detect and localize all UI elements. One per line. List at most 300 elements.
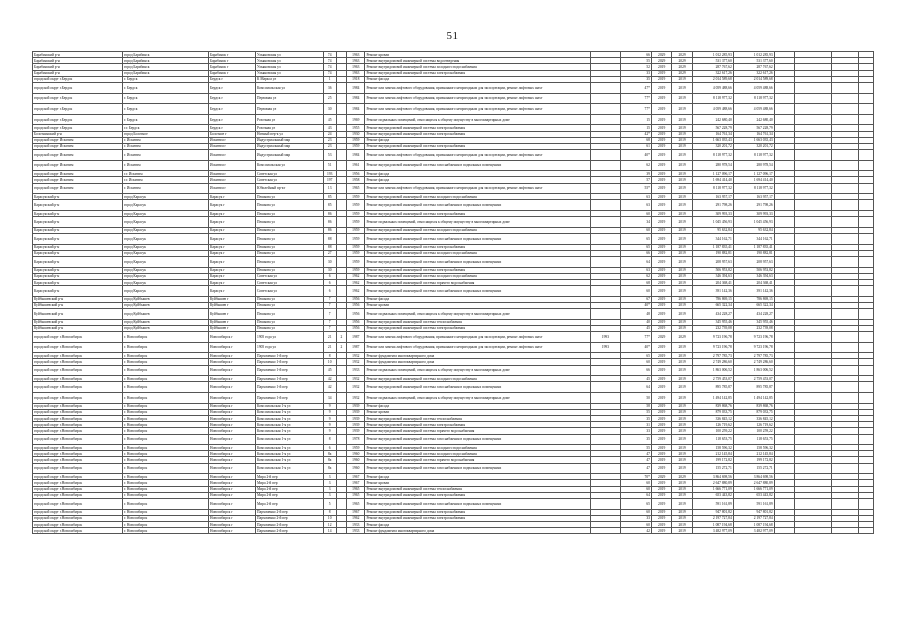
cell-municipality: город Куйбышев <box>123 309 209 320</box>
cell-plan-year-from: 2019 <box>651 93 671 104</box>
cell-year-built: 1965 <box>347 486 365 492</box>
cell-year-built: 1932 <box>347 382 365 393</box>
cell-wear: 63 <box>621 267 652 273</box>
cell-house: 43 <box>323 125 336 131</box>
cell-work-type: Ремонт внутридомовой инженерной системы горячего водоснабжения <box>365 428 590 434</box>
cell-year-built: 1987 <box>347 342 365 353</box>
cell-work-type: Ремонт внутридомовой инженерной системы газоснабжения в подвальных помещениях <box>365 286 590 297</box>
cell-district: Барабинский р-н <box>33 52 123 58</box>
cell-municipality: г. Искитим <box>123 183 209 194</box>
cell-wear: 40* <box>621 342 652 353</box>
cell-plan-year-from: 2019 <box>651 428 671 434</box>
cell-locality: Новосибирск г <box>208 382 255 393</box>
cell-year-built: 1960 <box>347 457 365 463</box>
cell-cost-fund: 118 653,75 <box>733 434 774 445</box>
cell-year-built: 1962 <box>347 515 365 521</box>
cell-locality: Карасук г <box>208 286 255 297</box>
cell-extra-3 <box>831 217 858 228</box>
cell-plan-year-to: 2019 <box>672 76 692 82</box>
cell-street: Нитный пер-к ул <box>256 131 324 137</box>
cell-street: Комсомольская 1-я ул <box>256 403 324 409</box>
cell-work-type: Ремонт внутридомовой инженерной системы газоснабжения в подвальных помещениях <box>365 256 590 267</box>
cell-work-type: Ремонт фасада <box>365 521 590 527</box>
cell-house: 30 <box>323 104 336 115</box>
cell-plan-year-from: 2019 <box>651 457 671 463</box>
cell-extra-1 <box>774 256 794 267</box>
cell-wear: 40 <box>621 319 652 325</box>
cell-wear: 68 <box>621 137 652 143</box>
cell-cost-fund: 232 739,08 <box>733 325 774 331</box>
cell-house: 6 <box>323 273 336 279</box>
cell-extra-2 <box>795 286 832 297</box>
cell-extra-1 <box>774 434 794 445</box>
cell-building <box>336 104 346 115</box>
cell-cost-fund: 164 761,34 <box>733 131 774 137</box>
cell-street: Советская ул <box>256 273 324 279</box>
cell-locality: Барабинск г <box>208 64 255 70</box>
cell-district: Карасукский р-н <box>33 279 123 285</box>
cell-work-type: Ремонт внутридомовой инженерной системы холодного водоснабжения <box>365 273 590 279</box>
cell-extra-1 <box>774 382 794 393</box>
cell-street: Мира 2-й пер <box>256 492 324 498</box>
cell-cost-total: 345 955,46 <box>692 319 733 325</box>
cell-district: городской округ г.Новосибирск <box>33 376 123 382</box>
cell-extra-3 <box>831 528 858 534</box>
cell-cost-total: 346 394,63 <box>692 273 733 279</box>
cell-plan-year-from: 2019 <box>651 70 671 76</box>
cell-cost-fund: 1 666 771,09 <box>733 486 774 492</box>
cell-plan-year-to: 2019 <box>672 131 692 137</box>
cell-year-commissioned <box>590 309 621 320</box>
cell-wear: 40* <box>621 302 652 308</box>
cell-plan-year-to: 2019 <box>672 499 692 510</box>
cell-plan-year-from: 2019 <box>651 515 671 521</box>
cell-district: Карасукский р-н <box>33 267 123 273</box>
cell-plan-year-from: 2019 <box>651 256 671 267</box>
cell-plan-year-from: 2019 <box>651 382 671 393</box>
cell-locality: Новосибирск г <box>208 376 255 382</box>
cell-district: городской округ г.Новосибирск <box>33 332 123 343</box>
cell-wear: 60 <box>621 211 652 217</box>
cell-district: городской округ Искитим <box>33 150 123 161</box>
cell-work-type: Ремонт подвальных помещений, относящихся к общему имуществу в многоквартирных доме <box>365 217 590 228</box>
cell-plan-year-from: 2019 <box>651 509 671 515</box>
cell-house: 86 <box>323 211 336 217</box>
cell-cost-fund: 591 161,89 <box>733 499 774 510</box>
cell-extra-3 <box>831 160 858 171</box>
cell-building <box>336 499 346 510</box>
cell-district: городской округ г.Новосибирск <box>33 392 123 403</box>
cell-cost-fund: 242 680,40 <box>733 114 774 125</box>
cell-extra-4 <box>858 104 873 115</box>
cell-plan-year-from: 2019 <box>651 114 671 125</box>
cell-plan-year-from: 2019 <box>651 365 671 376</box>
cell-plan-year-from: 2019 <box>651 150 671 161</box>
cell-wear: 33 <box>621 515 652 521</box>
table-row <box>33 93 874 104</box>
cell-street: Пешкова ул <box>256 244 324 250</box>
cell-house: 45 <box>323 114 336 125</box>
cell-year-commissioned <box>590 365 621 376</box>
cell-street: Советская ул <box>256 177 324 183</box>
cell-year-built: 1984 <box>347 93 365 104</box>
cell-plan-year-to: 2029 <box>672 474 692 480</box>
cell-year-commissioned: 1993 <box>590 342 621 353</box>
cell-plan-year-from: 2019 <box>651 194 671 200</box>
cell-plan-year-to: 2029 <box>672 58 692 64</box>
cell-plan-year-from: 2019 <box>651 233 671 244</box>
cell-house: 3 <box>323 492 336 498</box>
cell-year-built: 1961 <box>347 160 365 171</box>
cell-house: 85 <box>323 200 336 211</box>
cell-street: Пешкова ул <box>256 319 324 325</box>
cell-locality: Барабинск г <box>208 58 255 64</box>
cell-cost-total: 336 845,12 <box>692 415 733 421</box>
cell-cost-fund: 391 142,36 <box>733 286 774 297</box>
table-row <box>33 150 874 161</box>
cell-year-commissioned <box>590 434 621 445</box>
cell-extra-4 <box>858 332 873 343</box>
cell-wear: 60 <box>621 227 652 233</box>
cell-wear: 33 <box>621 70 652 76</box>
cell-wear: 55 <box>621 58 652 64</box>
cell-plan-year-from: 2019 <box>651 302 671 308</box>
cell-locality: Карасук г <box>208 227 255 233</box>
cell-extra-1 <box>774 233 794 244</box>
cell-work-type: Ремонт подвальных помещений, относящихся к общему имуществу в многоквартирных доме <box>365 114 590 125</box>
cell-year-commissioned <box>590 114 621 125</box>
cell-wear: 60 <box>621 486 652 492</box>
cell-building: 2 <box>336 332 346 343</box>
cell-plan-year-to: 2029 <box>672 70 692 76</box>
cell-year-built: 1984 <box>347 82 365 93</box>
table-body <box>33 52 874 534</box>
cell-locality: Карасук г <box>208 244 255 250</box>
cell-cost-total: 2 759 453,07 <box>692 376 733 382</box>
cell-municipality: г. Новосибирск <box>123 403 209 409</box>
cell-extra-4 <box>858 309 873 320</box>
cell-municipality: г. Новосибирск <box>123 365 209 376</box>
cell-house: 7 <box>323 309 336 320</box>
cell-wear: 68 <box>621 279 652 285</box>
cell-wear: 35 <box>621 76 652 82</box>
cell-locality: Барабинск г <box>208 52 255 58</box>
cell-year-built: 1987 <box>347 332 365 343</box>
cell-municipality: г. Бердск <box>123 114 209 125</box>
cell-street: Ульяновская ул <box>256 58 324 64</box>
cell-district: Карасукский р-н <box>33 211 123 217</box>
cell-house: 74 <box>323 70 336 76</box>
cell-district: Карасукский р-н <box>33 200 123 211</box>
cell-plan-year-from: 2019 <box>651 177 671 183</box>
cell-plan-year-to: 2019 <box>672 200 692 211</box>
cell-district: городской округ г.Новосибирск <box>33 451 123 457</box>
cell-work-type: Ремонт внутридомовой инженерной системы электроснабжения <box>365 211 590 217</box>
cell-work-type: Ремонт внутридомовой инженерной системы газоснабжения в подвальных помещениях <box>365 200 590 211</box>
cell-district: городской округ г.Новосибирск <box>33 365 123 376</box>
cell-year-built: 1939 <box>347 428 365 434</box>
cell-plan-year-from: 2019 <box>651 353 671 359</box>
cell-extra-4 <box>858 114 873 125</box>
cell-cost-total: 839 868,76 <box>692 403 733 409</box>
cell-work-type: Ремонт внутридомовой инженерной системы газоснабжения в подвальных помещениях <box>365 382 590 393</box>
cell-cost-fund: 1 045 456,93 <box>733 217 774 228</box>
cell-district: городской округ г.Бердск <box>33 76 123 82</box>
cell-locality: Бердск г <box>208 114 255 125</box>
cell-cost-total: 895 785,87 <box>692 382 733 393</box>
cell-locality: Новосибирск г <box>208 499 255 510</box>
cell-cost-fund: 947 801,82 <box>733 509 774 515</box>
cell-wear: 77* <box>621 93 652 104</box>
cell-wear: 60 <box>621 521 652 527</box>
cell-district: городской округ г.Новосибирск <box>33 486 123 492</box>
cell-locality: Новосибирск г <box>208 457 255 463</box>
cell-work-type: Ремонт или замена лифтового оборудования, признанного непригодным для эксплуатации, ремонт лифтовых шахт <box>365 183 590 194</box>
cell-plan-year-from: 2019 <box>651 244 671 250</box>
cell-district: городской округ г.Бердск <box>33 82 123 93</box>
cell-building <box>336 463 346 474</box>
cell-plan-year-from: 2019 <box>651 342 671 353</box>
cell-cost-fund: 567 228,79 <box>733 125 774 131</box>
cell-work-type: Ремонт фундамента многоквартирного дома <box>365 528 590 534</box>
cell-municipality: г.г. Искитим <box>123 177 209 183</box>
cell-street: Пешкова ул <box>256 250 324 256</box>
cell-work-type: Ремонт внутридомовой инженерной системы электроснабжения <box>365 325 590 331</box>
table-row <box>33 499 874 510</box>
cell-extra-3 <box>831 499 858 510</box>
cell-plan-year-from: 2019 <box>651 200 671 211</box>
cell-house: 36 <box>323 82 336 93</box>
cell-house: 88 <box>323 233 336 244</box>
cell-year-built: 1939 <box>347 422 365 428</box>
cell-locality: Новосибирск г <box>208 332 255 343</box>
cell-district: городской округ г.Новосибирск <box>33 428 123 434</box>
cell-cost-total: 212 145,84 <box>692 451 733 457</box>
cell-wear: 77* <box>621 104 652 115</box>
cell-plan-year-from: 2019 <box>651 183 671 194</box>
cell-district: городской округ Искитим <box>33 137 123 143</box>
cell-wear: 62 <box>621 273 652 279</box>
cell-work-type: Ремонт внутридомовой инженерной системы электроснабжения <box>365 125 590 131</box>
cell-wear: 47 <box>621 463 652 474</box>
register-table <box>32 51 874 534</box>
cell-cost-total: 391 142,36 <box>692 286 733 297</box>
cell-cost-fund: 346 394,63 <box>733 273 774 279</box>
cell-wear: 77* <box>621 332 652 343</box>
cell-year-built: 1956 <box>347 319 365 325</box>
cell-plan-year-from: 2019 <box>651 415 671 421</box>
cell-extra-2 <box>795 150 832 161</box>
cell-cost-fund: 309 993,33 <box>733 211 774 217</box>
cell-house: 7 <box>323 302 336 308</box>
cell-cost-total: 2 647 880,89 <box>692 480 733 486</box>
cell-year-built: 1984 <box>347 104 365 115</box>
cell-cost-total: 1 863 006,52 <box>692 365 733 376</box>
cell-work-type: Ремонт внутридомовой инженерной системы холодного водоснабжения <box>365 445 590 451</box>
cell-cost-total: 155 272,71 <box>692 463 733 474</box>
cell-locality: Куйбышев г <box>208 309 255 320</box>
cell-cost-total: 8 118 977,32 <box>692 93 733 104</box>
cell-work-type: Ремонт внутридомовой инженерной системы холодного водоснабжения <box>365 227 590 233</box>
cell-locality: Бердск г <box>208 82 255 93</box>
cell-plan-year-to: 2019 <box>672 171 692 177</box>
cell-street: Пешкова ул <box>256 256 324 267</box>
cell-house: 85 <box>323 194 336 200</box>
cell-building <box>336 217 346 228</box>
cell-plan-year-from: 2019 <box>651 409 671 415</box>
cell-wear: 62 <box>621 160 652 171</box>
cell-locality: Карасук г <box>208 200 255 211</box>
cell-cost-fund: 1 663 035,43 <box>733 137 774 143</box>
cell-cost-total: 204 368,41 <box>692 279 733 285</box>
cell-district: Куйбышевский р-н <box>33 309 123 320</box>
cell-cost-total: 1 694 414,40 <box>692 177 733 183</box>
cell-year-built: 1930 <box>347 131 365 137</box>
cell-house: 7 <box>323 319 336 325</box>
cell-locality: Новосибирск г <box>208 451 255 457</box>
cell-work-type: Ремонт внутридомовой инженерной системы газоснабжения в подвальных помещениях <box>365 499 590 510</box>
cell-plan-year-from: 2019 <box>651 104 671 115</box>
cell-work-type: Ремонт фасада <box>365 177 590 183</box>
cell-wear: 61 <box>621 143 652 149</box>
table-row <box>33 82 874 93</box>
cell-district: городской округ г.Новосибирск <box>33 353 123 359</box>
cell-locality: Болотное г <box>208 131 255 137</box>
cell-plan-year-from: 2019 <box>651 286 671 297</box>
cell-house: 3 <box>323 474 336 480</box>
cell-extra-3 <box>831 309 858 320</box>
cell-house: 3 <box>323 486 336 492</box>
cell-district: городской округ г.Новосибирск <box>33 480 123 486</box>
cell-year-built: 1963 <box>347 52 365 58</box>
cell-extra-1 <box>774 150 794 161</box>
cell-year-built: 1959 <box>347 267 365 273</box>
cell-work-type: Ремонт внутридомовой инженерной системы теплоснабжения <box>365 486 590 492</box>
cell-cost-total: 3 482 977,09 <box>692 528 733 534</box>
cell-plan-year-to: 2019 <box>672 486 692 492</box>
cell-work-type: Ремонт кровли <box>365 52 590 58</box>
cell-work-type: Ремонт внутридомовой инженерной системы электроснабжения <box>365 131 590 137</box>
cell-cost-fund: 3 864 698,56 <box>733 474 774 480</box>
cell-wear: 15 <box>621 125 652 131</box>
cell-house: 8а <box>323 457 336 463</box>
cell-plan-year-from: 2019 <box>651 463 671 474</box>
cell-locality: Новосибирск г <box>208 434 255 445</box>
cell-year-built: 1955 <box>347 125 365 131</box>
cell-locality: Карасук г <box>208 194 255 200</box>
cell-extra-3 <box>831 392 858 403</box>
cell-cost-fund: 839 868,76 <box>733 403 774 409</box>
cell-municipality: г. Новосибирск <box>123 359 209 365</box>
cell-plan-year-from: 2019 <box>651 422 671 428</box>
cell-year-commissioned: 1993 <box>590 332 621 343</box>
cell-extra-2 <box>795 309 832 320</box>
cell-extra-2 <box>795 499 832 510</box>
cell-municipality: город Куйбышев <box>123 302 209 308</box>
cell-street: Первомая ул <box>256 93 324 104</box>
cell-plan-year-to: 2019 <box>672 445 692 451</box>
cell-locality: Новосибирск г <box>208 445 255 451</box>
cell-house: 74 <box>323 52 336 58</box>
cell-extra-2 <box>795 342 832 353</box>
cell-district: городской округ г.Бердск <box>33 104 123 115</box>
cell-cost-total: 8 118 977,32 <box>692 183 733 194</box>
table-row <box>33 286 874 297</box>
cell-cost-total: 567 228,79 <box>692 125 733 131</box>
cell-cost-total: 1 045 456,93 <box>692 217 733 228</box>
cell-plan-year-to: 2019 <box>672 382 692 393</box>
cell-plan-year-from: 2019 <box>651 451 671 457</box>
cell-extra-3 <box>831 286 858 297</box>
cell-cost-fund: 190 882,81 <box>733 250 774 256</box>
cell-wear: 47* <box>621 82 652 93</box>
cell-street: Советская ул <box>256 171 324 177</box>
cell-locality: Новосибирск г <box>208 463 255 474</box>
cell-municipality: город Карасук <box>123 211 209 217</box>
cell-cost-total: 232 739,08 <box>692 325 733 331</box>
cell-locality: Куйбышев г <box>208 302 255 308</box>
cell-street: Пешкова ул <box>256 296 324 302</box>
cell-cost-fund: 212 145,84 <box>733 451 774 457</box>
cell-plan-year-to: 2019 <box>672 528 692 534</box>
cell-year-built: 1933 <box>347 521 365 527</box>
cell-street: Пархоменко 2-й пер <box>256 528 324 534</box>
cell-plan-year-to: 2019 <box>672 403 692 409</box>
cell-plan-year-from: 2019 <box>651 319 671 325</box>
cell-wear: 65 <box>621 244 652 250</box>
table-row <box>33 392 874 403</box>
cell-house: 21 <box>323 342 336 353</box>
cell-work-type: Ремонт внутридомовой инженерной системы водоотведения <box>365 58 590 64</box>
cell-plan-year-from: 2019 <box>651 267 671 273</box>
cell-municipality: город Барабинск <box>123 58 209 64</box>
cell-district: Барабинский р-н <box>33 70 123 76</box>
cell-cost-total: 786 869,15 <box>692 296 733 302</box>
cell-house: 5 <box>323 499 336 510</box>
cell-work-type: Ремонт внутридомовой инженерной системы электроснабжения <box>365 267 590 273</box>
cell-wear: 42* <box>621 131 652 137</box>
cell-plan-year-to: 2019 <box>672 104 692 115</box>
cell-district: Карасукский р-н <box>33 286 123 297</box>
cell-district: городской округ г.Новосибирск <box>33 515 123 521</box>
table-row <box>33 332 874 343</box>
cell-cost-total: 2 797 785,73 <box>692 353 733 359</box>
cell-street: Комсомольская 1-я ул <box>256 428 324 434</box>
cell-district: Карасукский р-н <box>33 233 123 244</box>
cell-plan-year-to: 2029 <box>672 64 692 70</box>
cell-street: Мира 2-й пер <box>256 480 324 486</box>
cell-cost-total: 163 957,17 <box>692 194 733 200</box>
table-row <box>33 365 874 376</box>
cell-plan-year-to: 2019 <box>672 177 692 183</box>
cell-locality: Куйбышев г <box>208 296 255 302</box>
cell-district: городской округ Искитим <box>33 143 123 149</box>
cell-building <box>336 256 346 267</box>
cell-extra-1 <box>774 82 794 93</box>
cell-house: 9 <box>323 422 336 428</box>
cell-year-built: 1962 <box>347 273 365 279</box>
cell-plan-year-to: 2019 <box>672 267 692 273</box>
cell-wear: 45 <box>621 376 652 382</box>
cell-plan-year-from: 2019 <box>651 376 671 382</box>
cell-street: Индустриальный мкр <box>256 143 324 149</box>
cell-year-built: 1959 <box>347 194 365 200</box>
cell-municipality: г. Новосибирск <box>123 515 209 521</box>
cell-wear: 55 <box>621 409 652 415</box>
cell-cost-total: 190 882,81 <box>692 250 733 256</box>
cell-house: 3 <box>323 480 336 486</box>
cell-locality: Карасук г <box>208 273 255 279</box>
